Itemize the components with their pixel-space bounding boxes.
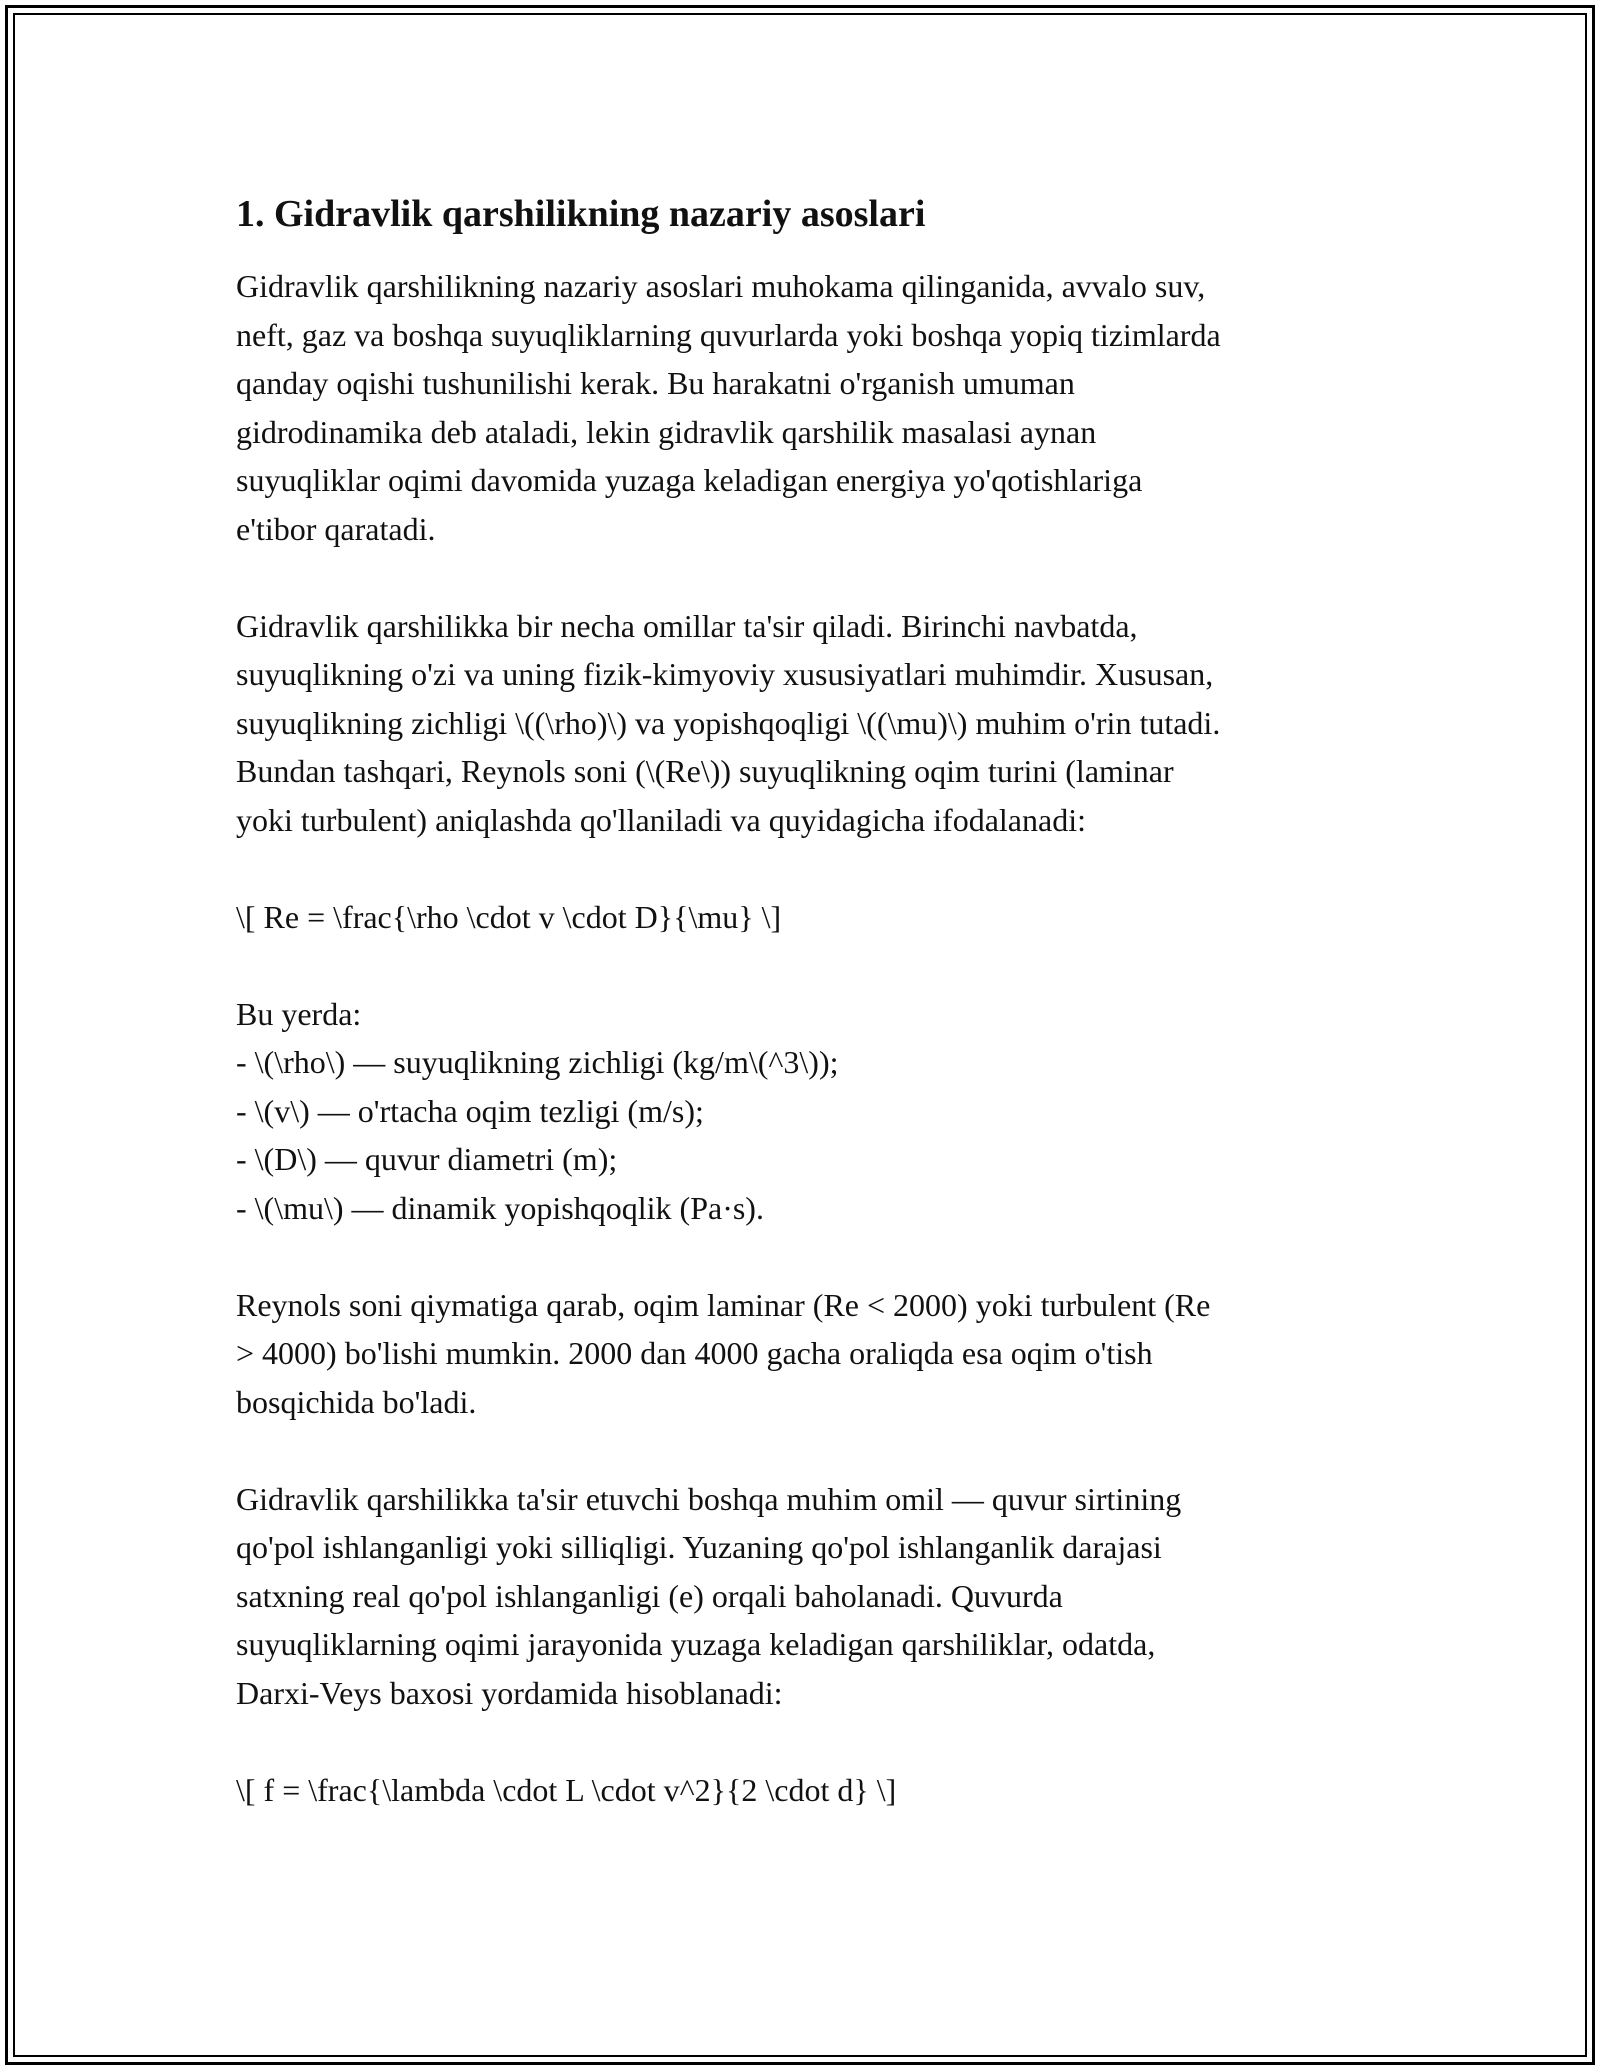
paragraph-roughness: [236, 1475, 1376, 1718]
text-line: suyuqliklar oqimi davomida yuzaga keladigan energiya yo'qotishlariga: [236, 462, 1143, 498]
list-item: - \(D\) — quvur diametri (m);: [236, 1141, 618, 1177]
document-body: [236, 186, 1376, 1814]
formula-darcy-weisbach: [236, 1766, 1376, 1815]
paragraph-intro: [236, 262, 1376, 553]
variable-definitions: [236, 990, 1376, 1233]
text-line: gidrodinamika deb ataladi, lekin gidravlik qarshilik masalasi aynan: [236, 413, 1097, 450]
paragraph-gap: [236, 1426, 1376, 1475]
text-line: Gidravlik qarshilikka ta'sir etuvchi boshqa muhim omil — quvur sirtining: [236, 1480, 1182, 1517]
paragraph-flow-regimes: [236, 1281, 1376, 1427]
list-item: - \(v\) — o'rtacha oqim tezligi (m/s);: [236, 1092, 704, 1129]
formula-line: \[ f = \frac{\lambda \cdot L \cdot v^2}{2 \cdot d} \]: [236, 1771, 897, 1808]
list-item: - \(\rho\) — suyuqlikning zichligi (kg/m\(^3\));: [236, 1044, 839, 1080]
text-line: suyuqlikning zichligi \((\rho)\) va yopishqoqligi \((\mu)\) muhim o'rin tutadi.: [236, 704, 1221, 741]
text-line: bosqichida bo'ladi.: [236, 1383, 477, 1420]
text-line: yoki turbulent) aniqlashda qo'llaniladi va quyidagicha ifodalanadi:: [236, 801, 1086, 838]
paragraph-gap: [236, 1717, 1376, 1766]
definitions-intro: Bu yerda:: [236, 995, 362, 1032]
text-line: > 4000) bo'lishi mumkin. 2000 dan 4000 gacha oraliqda esa oqim o'tish: [236, 1335, 1153, 1371]
formula-reynolds: [236, 893, 1376, 942]
paragraph-factors: [236, 602, 1376, 845]
text-line: Bundan tashqari, Reynols soni (\(Re\)) suyuqlikning oqim turini (laminar: [236, 753, 1174, 789]
text-line: e'tibor qaratadi.: [236, 510, 436, 547]
text-line: Darxi-Veys baxosi yordamida hisoblanadi:: [236, 1674, 783, 1711]
paragraph-gap: [236, 941, 1376, 990]
text-line: Gidravlik qarshilikka bir necha omillar ta'sir qiladi. Birinchi navbatda,: [236, 607, 1138, 644]
paragraph-gap: [236, 553, 1376, 602]
section-heading: 1. Gidravlik qarshilikning nazariy asoslari: [236, 193, 926, 235]
text-line: qo'pol ishlanganligi yoki silliqligi. Yuzaning qo'pol ishlanganlik darajasi: [236, 1529, 1162, 1565]
text-line: qanday oqishi tushunilishi kerak. Bu harakatni o'rganish umuman: [236, 365, 1075, 401]
text-line: satxning real qo'pol ishlanganligi (e) orqali baholanadi. Quvurda: [236, 1577, 1063, 1614]
text-line: neft, gaz va boshqa suyuqliklarning quvurlarda yoki boshqa yopiq tizimlarda: [236, 316, 1221, 353]
text-line: suyuqliklarning oqimi jarayonida yuzaga keladigan qarshiliklar, odatda,: [236, 1626, 1156, 1662]
text-line: Reynols soni qiymatiga qarab, oqim laminar (Re < 2000) yoki turbulent (Re: [236, 1286, 1211, 1323]
paragraph-gap: [236, 844, 1376, 893]
list-item: - \(\mu\) — dinamik yopishqoqlik (Pa·s).: [236, 1189, 764, 1226]
paragraph-gap: [236, 1232, 1376, 1281]
text-line: suyuqlikning o'zi va uning fizik-kimyoviy xususiyatlari muhimdir. Xususan,: [236, 656, 1214, 692]
text-line: Gidravlik qarshilikning nazariy asoslari muhokama qilinganida, avvalo suv,: [236, 268, 1206, 304]
formula-line: \[ Re = \frac{\rho \cdot v \cdot D}{\mu} \]: [236, 898, 782, 935]
